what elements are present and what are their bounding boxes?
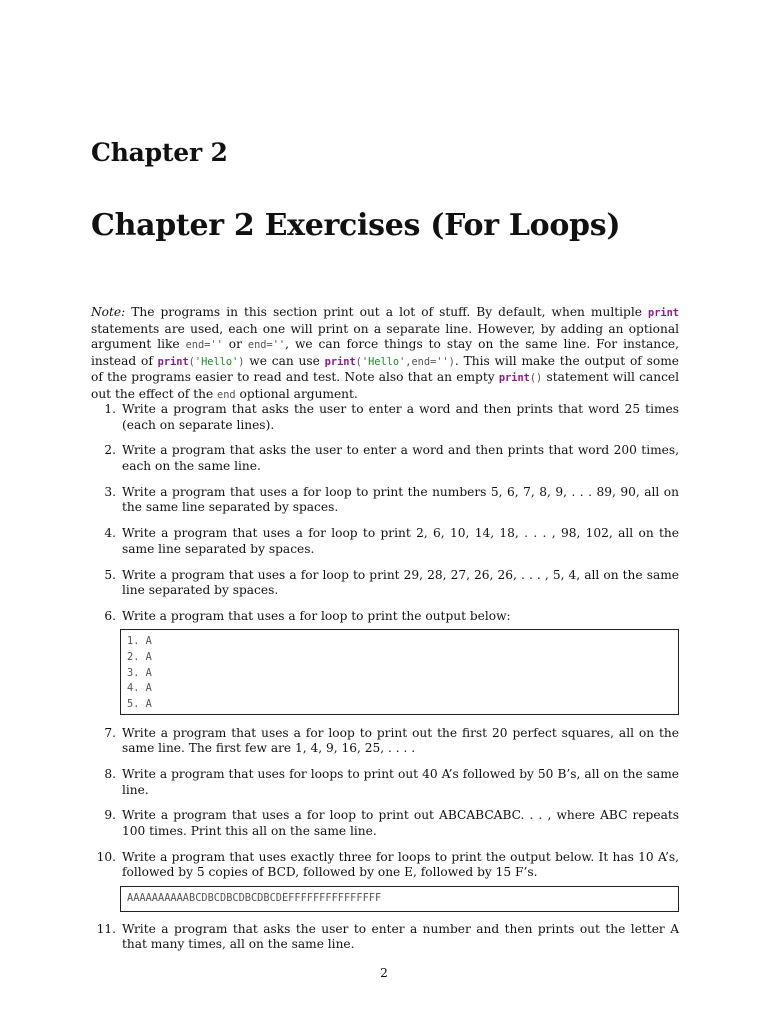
- code-print: print: [324, 355, 356, 368]
- page-number: 2: [380, 966, 388, 980]
- exercise-number: 1.: [104, 402, 116, 416]
- code-print: print: [498, 372, 530, 385]
- exercise-number: 3.: [104, 484, 116, 499]
- code-paren: ): [238, 355, 245, 368]
- exercise-number: 6.: [104, 608, 116, 623]
- exercise-number: 2.: [104, 443, 116, 458]
- exercise-list: [91, 402, 679, 963]
- exercise-item: [91, 443, 679, 474]
- code-paren: (: [188, 355, 195, 368]
- exercise-text: Write a program that uses a for loop to print 29, 28, 27, 26, 26, . . . , 5, 4, all on the same line separated by spaces.: [122, 567, 679, 598]
- exercise-item: [91, 726, 679, 757]
- note-text: optional argument.: [235, 386, 358, 401]
- chapter-label: Chapter 2: [91, 138, 228, 167]
- code-paren: (): [529, 372, 543, 385]
- exercise-text: Write a program that uses exactly three for loops to print the output below. It has 10 A’s, followed by 5 copies of BCD, followed by one E, followed by 15 F’s.: [122, 849, 679, 880]
- exercise-text: Write a program that uses a for loop to print 2, 6, 10, 14, 18, . . . , 98, 102, all on the same line separated by spaces.: [122, 526, 679, 556]
- exercise-text: Write a program that uses a for loop to print out ABCABCABC. . . , where ABC repeats 100 times. Print this all on the same line.: [122, 808, 679, 838]
- exercise-item: [91, 767, 679, 798]
- exercise-number: 5.: [104, 567, 116, 582]
- code-end-arg: ,end=''): [405, 355, 455, 368]
- code-string: 'Hello': [361, 355, 406, 368]
- code-end-arg: end='': [247, 339, 286, 352]
- output-line: 3. A: [127, 666, 152, 679]
- exercise-number: 8.: [104, 767, 116, 781]
- output-line: 1. A: [127, 635, 152, 648]
- output-box: [120, 629, 679, 715]
- code-string: 'Hello': [194, 355, 239, 368]
- exercise-number: 10.: [96, 849, 116, 864]
- exercise-item: [91, 526, 679, 557]
- note-text: we can use: [244, 353, 325, 368]
- output-line: 2. A: [127, 651, 152, 664]
- exercise-text: Write a program that asks the user to enter a word and then prints that word 200 times, each on the same line.: [122, 443, 679, 473]
- output-line: 5. A: [127, 697, 152, 710]
- code-print: print: [648, 307, 679, 319]
- exercise-text: Write a program that asks the user to enter a word and then prints that word 25 times (each on separate lines).: [122, 402, 679, 432]
- exercise-number: 4.: [104, 526, 116, 541]
- code-end-arg: end='': [185, 339, 223, 352]
- note-paragraph: [91, 305, 679, 404]
- note-text: statements are used, each one will print on a separate line. However, by adding an optional argument like: [91, 321, 679, 352]
- code-end: end: [217, 388, 236, 401]
- exercise-text: Write a program that uses for loops to print out 40 A’s followed by 50 B’s, all on the same line.: [122, 767, 679, 797]
- page-title: Chapter 2 Exercises (For Loops): [91, 208, 621, 243]
- output-box: [120, 886, 679, 912]
- code-print: print: [157, 355, 189, 368]
- output-line: 4. A: [127, 682, 152, 695]
- exercise-text: Write a program that uses a for loop to print the output below:: [122, 608, 511, 623]
- exercise-text: Write a program that uses a for loop to print out the first 20 perfect squares, all on the same line. The first few are 1, 4, 9, 16, 25, . . . .: [122, 725, 679, 756]
- note-text: The programs in this section print out a lot of stuff. By default, when multiple: [125, 305, 648, 319]
- exercise-item: [91, 568, 679, 599]
- exercise-item: [91, 922, 679, 953]
- exercise-item: [91, 850, 679, 912]
- note-text: , we can force things to stay on the same line. For instance, instead of: [91, 337, 680, 368]
- exercise-number: 11.: [96, 921, 116, 936]
- note-text: statement will cancel out the effect of the: [91, 370, 680, 401]
- note-text: or: [222, 337, 248, 352]
- exercise-number: 9.: [104, 808, 116, 823]
- exercise-item: [91, 609, 679, 716]
- exercise-item: [91, 402, 679, 433]
- exercise-number: 7.: [104, 725, 116, 740]
- note-text: . This will make the output of some of the programs easier to read and test. Note also that an empty: [91, 353, 679, 385]
- exercise-item: [91, 808, 679, 839]
- exercise-text: Write a program that asks the user to enter a number and then prints out the letter A that many times, all on the same line.: [122, 921, 679, 952]
- code-paren: (: [355, 355, 362, 368]
- exercise-item: [91, 485, 679, 516]
- note-label: Note:: [91, 305, 126, 319]
- output-line: AAAAAAAAAABCDBCDBCDBCDBCDEFFFFFFFFFFFFFFF: [127, 891, 382, 904]
- exercise-text: Write a program that uses a for loop to print the numbers 5, 6, 7, 8, 9, . . . 89, 90, all on the same line separated by spaces.: [122, 484, 679, 515]
